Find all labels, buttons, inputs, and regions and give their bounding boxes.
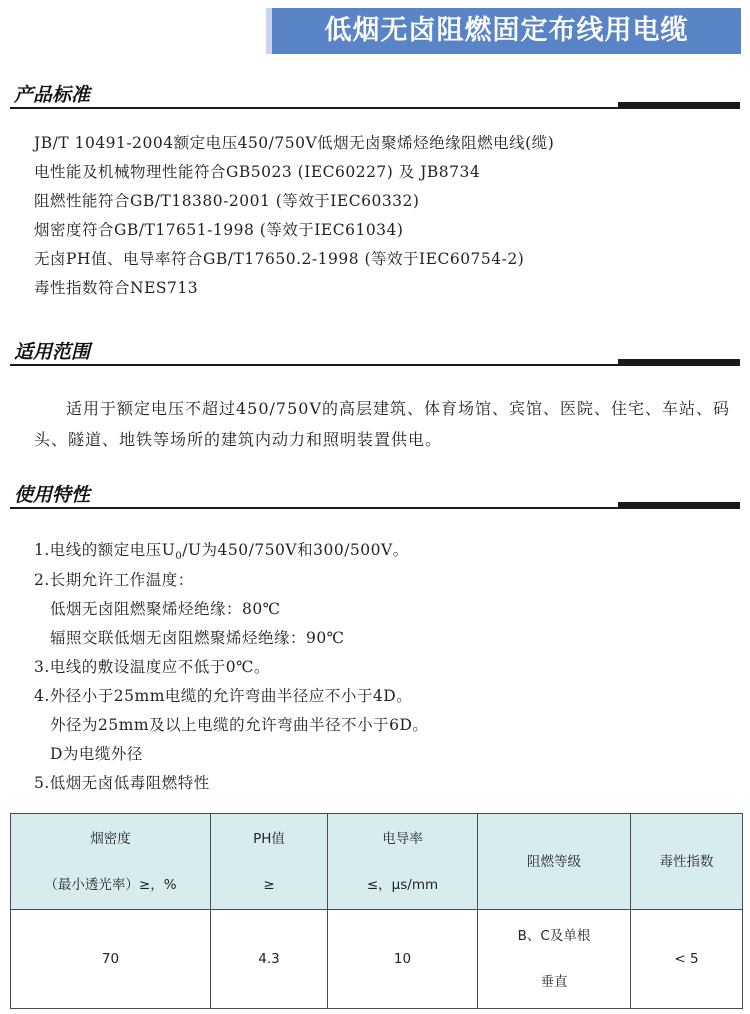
feature-item-4: 4.外径小于25mm电缆的允许弯曲半径应不小于4D。 <box>34 687 413 705</box>
header-line: （最小透光率）≥，% <box>44 876 177 893</box>
section-heading: 使用特性 <box>14 484 91 506</box>
header-line: ≥ <box>263 876 275 893</box>
table-header-cell <box>631 814 743 910</box>
header-line: 阻燃等级 <box>527 853 581 870</box>
feature-item-2a: 低烟无卤阻燃聚烯烃绝缘：80℃ <box>50 600 281 618</box>
cell-value: 垂直 <box>540 974 568 990</box>
header-line: 毒性指数 <box>659 853 714 870</box>
feature-text: /U为450/750V和300/500V。 <box>182 541 409 559</box>
header-line: 烟密度 <box>90 830 131 847</box>
section-header-scope <box>10 337 740 367</box>
feature-item-4b: D为电缆外径 <box>50 745 143 763</box>
table-cell <box>11 910 211 1009</box>
table-cell <box>328 910 478 1009</box>
header-line: PH值 <box>253 830 285 847</box>
page-title: 低烟无卤阻燃固定布线用电缆 <box>266 8 741 54</box>
scope-paragraph: 适用于额定电压不超过450/750V的高层建筑、体育场馆、宾馆、医院、住宅、车站、码头、隧道、地铁等场所的建筑内动力和照明装置供电。 <box>34 399 731 449</box>
section-heading: 适用范围 <box>14 341 91 363</box>
divider-accent <box>618 502 740 509</box>
cell-value: < 5 <box>674 951 699 967</box>
table-header-cell <box>478 814 631 910</box>
standard-line: 烟密度符合GB/T17651-1998 (等效于IEC61034) <box>34 221 404 239</box>
standard-line: 电性能及机械物理性能符合GB5023 (IEC60227) 及 JB8734 <box>34 163 481 181</box>
feature-text: 1.电线的额定电压U <box>34 541 176 559</box>
feature-item-4a: 外径为25mm及以上电缆的允许弯曲半径不小于6D。 <box>50 716 429 734</box>
cell-value: 70 <box>101 951 120 967</box>
table-header-cell <box>11 814 211 910</box>
properties-table <box>10 813 743 1009</box>
feature-item-5: 5.低烟无卤低毒阻燃特性 <box>34 774 210 792</box>
cell-value: 10 <box>393 951 412 967</box>
cell-value: B、C及单根 <box>517 928 591 944</box>
table-cell <box>478 910 631 1009</box>
divider-accent <box>618 102 740 109</box>
header-line: 电导率 <box>382 830 423 847</box>
header-line: ≤，μs/mm <box>366 876 439 893</box>
standard-line: 无卤PH值、电导率符合GB/T17650.2-1998 (等效于IEC60754-2) <box>34 250 525 268</box>
table-header-row <box>11 814 743 910</box>
feature-item-2: 2.长期允许工作温度： <box>34 571 194 589</box>
standard-line: 阻燃性能符合GB/T18380-2001 (等效于IEC60332) <box>34 192 420 210</box>
standard-line: 毒性指数符合NES713 <box>34 279 199 297</box>
cell-value: 4.3 <box>258 951 280 967</box>
section-header-standard <box>10 80 740 110</box>
table-header-cell <box>328 814 478 910</box>
feature-item-1 <box>34 538 409 562</box>
section-header-features <box>10 480 740 510</box>
standard-line: JB/T 10491-2004额定电压450/750V低烟无卤聚烯烃绝缘阻燃电线(缆) <box>34 134 555 152</box>
table-header-cell <box>211 814 328 910</box>
table-row <box>11 910 743 1009</box>
table-cell <box>211 910 328 1009</box>
feature-item-3: 3.电线的敷设温度应不低于0℃。 <box>34 658 270 676</box>
table-cell <box>631 910 743 1009</box>
subscript: 0 <box>175 551 183 563</box>
section-heading: 产品标准 <box>14 84 91 106</box>
divider-accent <box>618 359 740 366</box>
feature-item-2b: 辐照交联低烟无卤阻燃聚烯烃绝缘：90℃ <box>50 629 345 647</box>
